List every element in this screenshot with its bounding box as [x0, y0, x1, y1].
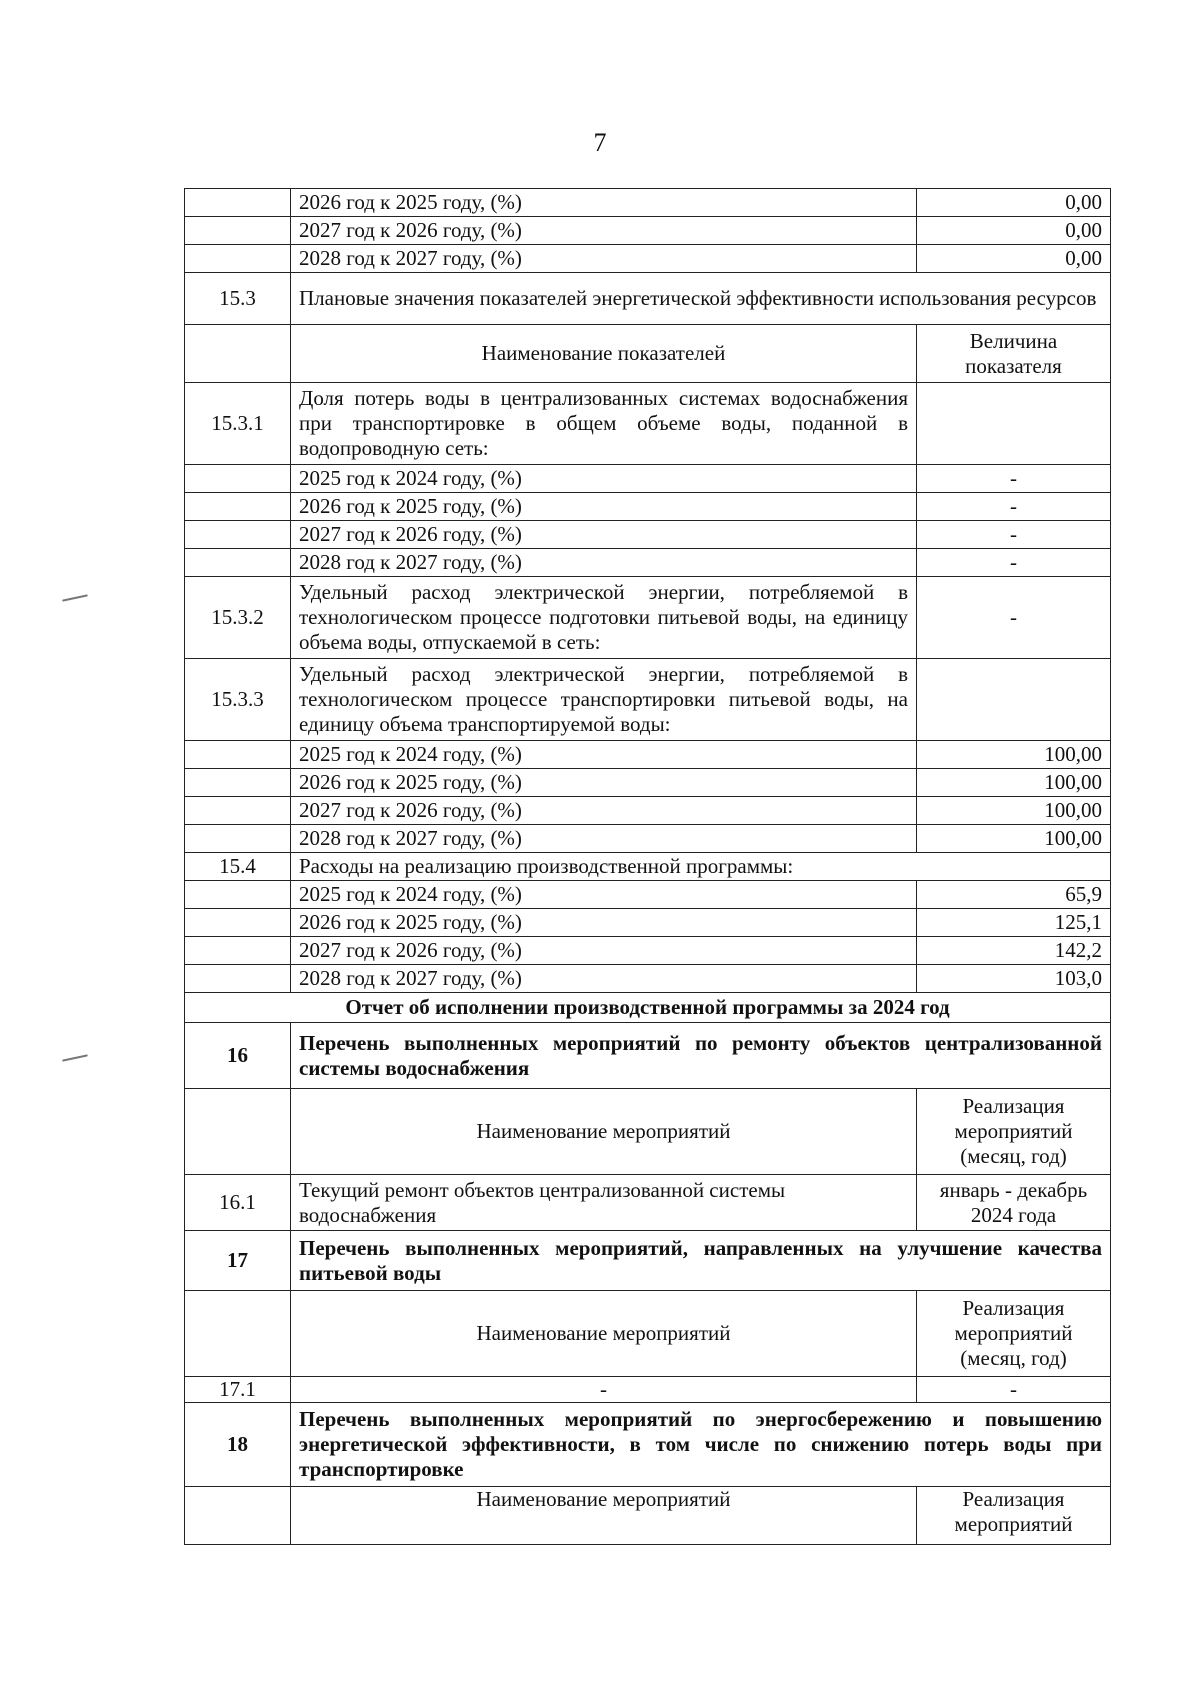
table-row — [185, 383, 1111, 465]
table-row — [185, 1175, 1111, 1231]
row-number — [185, 245, 291, 273]
empty-cell — [185, 881, 291, 909]
table-row — [185, 521, 1111, 549]
row-value: - — [917, 549, 1111, 577]
section-number: 18 — [185, 1403, 291, 1487]
row-value: 0,00 — [917, 245, 1111, 273]
row-label: 2025 год к 2024 году, (%) — [291, 741, 917, 769]
empty-cell — [185, 741, 291, 769]
row-value — [917, 659, 1111, 741]
table-row — [185, 217, 1111, 245]
row-label: - — [291, 1377, 917, 1403]
report-title: Отчет об исполнении производственной программы за 2024 год — [185, 993, 1111, 1023]
row-label: 2026 год к 2025 году, (%) — [291, 769, 917, 797]
row-number: 15.3.2 — [185, 577, 291, 659]
table-row — [185, 465, 1111, 493]
row-label: Удельный расход электрической энергии, потребляемой в технологическом процессе транспортировки питьевой воды, на единицу объема транспортируемой воды: — [291, 659, 917, 741]
empty-cell — [185, 465, 291, 493]
empty-cell — [185, 797, 291, 825]
section-number: 16 — [185, 1023, 291, 1089]
table-row — [185, 1403, 1111, 1487]
column-header-name: Наименование показателей — [291, 325, 917, 383]
empty-cell — [185, 825, 291, 853]
row-value: 100,00 — [917, 825, 1111, 853]
row-label: 2026 год к 2025 году, (%) — [291, 909, 917, 937]
row-value: - — [917, 521, 1111, 549]
row-label: 2027 год к 2026 году, (%) — [291, 797, 917, 825]
row-label: Доля потерь воды в централизованных системах водоснабжения при транспортировке в общем объеме воды, поданной в водопроводную сеть: — [291, 383, 917, 465]
section-heading: Перечень выполненных мероприятий, направленных на улучшение качества питьевой воды — [291, 1231, 1111, 1291]
table-row — [185, 189, 1111, 217]
empty-cell — [185, 1291, 291, 1377]
empty-cell — [185, 1089, 291, 1175]
row-label: 2026 год к 2025 году, (%) — [291, 493, 917, 521]
table-row — [185, 273, 1111, 325]
row-value: 125,1 — [917, 909, 1111, 937]
row-label: 2028 год к 2027 году, (%) — [291, 825, 917, 853]
indicators-table — [184, 188, 1111, 1545]
row-label: 2028 год к 2027 году, (%) — [291, 965, 917, 993]
row-value: 100,00 — [917, 741, 1111, 769]
table-row — [185, 797, 1111, 825]
section-number: 15.4 — [185, 853, 291, 881]
table-row — [185, 577, 1111, 659]
row-label: 2025 год к 2024 году, (%) — [291, 881, 917, 909]
column-header-name: Наименование мероприятий — [291, 1291, 917, 1377]
row-value: 100,00 — [917, 797, 1111, 825]
row-label: 2028 год к 2027 году, (%) — [291, 549, 917, 577]
table-row — [185, 1377, 1111, 1403]
row-value: - — [917, 1377, 1111, 1403]
empty-cell — [185, 909, 291, 937]
row-number — [185, 217, 291, 245]
table-header-row — [185, 1291, 1111, 1377]
table-header-row — [185, 325, 1111, 383]
section-heading: Плановые значения показателей энергетической эффективности использования ресурсов — [291, 273, 1111, 325]
table-row — [185, 881, 1111, 909]
row-number: 15.3.3 — [185, 659, 291, 741]
row-number: 17.1 — [185, 1377, 291, 1403]
section-number: 17 — [185, 1231, 291, 1291]
empty-cell — [185, 549, 291, 577]
row-value: - — [917, 493, 1111, 521]
row-value — [917, 383, 1111, 465]
table-header-row — [185, 1487, 1111, 1545]
table-row — [185, 245, 1111, 273]
row-value: - — [917, 465, 1111, 493]
column-header-value: Реализация мероприятий (месяц, год) — [917, 1089, 1111, 1175]
table-row — [185, 1231, 1111, 1291]
empty-cell — [185, 493, 291, 521]
row-value: январь - декабрь 2024 года — [917, 1175, 1111, 1231]
section-heading: Перечень выполненных мероприятий по энергосбережению и повышению энергетической эффективности, в том числе по снижению потерь воды при транспортировке — [291, 1403, 1111, 1487]
row-label: 2025 год к 2024 году, (%) — [291, 465, 917, 493]
margin-mark — [62, 1054, 88, 1061]
table-row — [185, 937, 1111, 965]
table-row — [185, 1023, 1111, 1089]
row-label: 2027 год к 2026 году, (%) — [291, 937, 917, 965]
row-label: 2027 год к 2026 году, (%) — [291, 521, 917, 549]
column-header-name: Наименование мероприятий — [291, 1089, 917, 1175]
table-header-row — [185, 1089, 1111, 1175]
empty-cell — [185, 769, 291, 797]
table-row — [185, 853, 1111, 881]
empty-cell — [185, 521, 291, 549]
margin-mark — [62, 594, 88, 601]
column-header-value: Величина показателя — [917, 325, 1111, 383]
row-value: - — [917, 577, 1111, 659]
row-label: 2027 год к 2026 году, (%) — [291, 217, 917, 245]
row-label: 2026 год к 2025 году, (%) — [291, 189, 917, 217]
row-value: 100,00 — [917, 769, 1111, 797]
column-header-value: Реализация мероприятий — [917, 1487, 1111, 1545]
section-number: 15.3 — [185, 273, 291, 325]
table-row — [185, 741, 1111, 769]
row-label: Текущий ремонт объектов централизованной системы водоснабжения — [291, 1175, 917, 1231]
row-number: 15.3.1 — [185, 383, 291, 465]
table-row — [185, 825, 1111, 853]
table-row — [185, 909, 1111, 937]
row-value: 65,9 — [917, 881, 1111, 909]
row-value: 142,2 — [917, 937, 1111, 965]
row-value: 0,00 — [917, 217, 1111, 245]
row-value: 0,00 — [917, 189, 1111, 217]
row-number: 16.1 — [185, 1175, 291, 1231]
empty-cell — [185, 1487, 291, 1545]
table-row — [185, 549, 1111, 577]
section-heading: Перечень выполненных мероприятий по ремонту объектов централизованной системы водоснабжения — [291, 1023, 1111, 1089]
empty-cell — [185, 325, 291, 383]
section-heading: Расходы на реализацию производственной программы: — [291, 853, 1111, 881]
empty-cell — [185, 937, 291, 965]
column-header-name: Наименование мероприятий — [291, 1487, 917, 1545]
table-row — [185, 769, 1111, 797]
table-row — [185, 493, 1111, 521]
table-row — [185, 659, 1111, 741]
table-row — [185, 993, 1111, 1023]
column-header-value: Реализация мероприятий (месяц, год) — [917, 1291, 1111, 1377]
row-label: 2028 год к 2027 году, (%) — [291, 245, 917, 273]
row-label: Удельный расход электрической энергии, потребляемой в технологическом процессе подготовки питьевой воды, на единицу объема воды, отпускаемой в сеть: — [291, 577, 917, 659]
page-number: 7 — [593, 128, 607, 157]
empty-cell — [185, 965, 291, 993]
row-number — [185, 189, 291, 217]
row-value: 103,0 — [917, 965, 1111, 993]
table-row — [185, 965, 1111, 993]
